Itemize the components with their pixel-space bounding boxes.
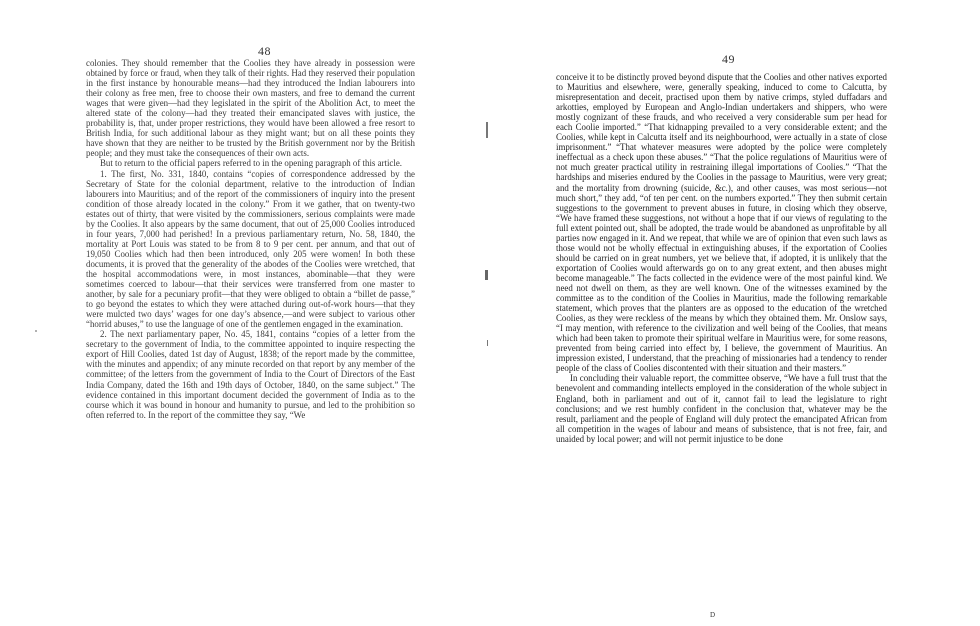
left-page-body xyxy=(86,58,415,420)
paragraph: 1. The first, No. 331, 1840, contains “copies of correspondence addressed by the Secretary of State for the colonial department, relative to the introduction of Indian labourers into Mauritius; and of the report of the commissioners of inquiry into the present condition of those already located in the colony.” From it we gather, that on twenty-two estates out of thirty, that were visited by the commissioners, serious complaints were made by the Coolies. It also appears by the same document, that out of 25,000 Coolies introduced in four years, 7,000 had perished! In a previous parliamentary return, No. 58, 1840, the mortality at Port Louis was stated to be from 8 to 9 per cent. per annum, and that out of 19,050 Coolies which had then been introduced, only 205 were women! In both these documents, it is proved that the generality of the abodes of the Coolies were wretched, that the hospital accommodations were, in most instances, abominable—that they were sometimes coerced to labour—that their services were transferred from one master to another, by sale for a pecuniary profit—that they were obliged to obtain a “billet de passe,” to go beyond the estates to which they were attached during out-of-work hours—that they were mulcted two days’ wages for one day’s absence,—and were subject to various other “horrid abuses,” to use the language of one of the gentlemen engaged in the examination. xyxy=(86,168,415,330)
right-page-body xyxy=(556,72,887,444)
paragraph: conceive it to be distinctly proved beyond dispute that the Coolies and other natives exported to Mauritius and elsewhere, were, generally speaking, induced to come to Calcutta, by misrepresentation and deceit, practised upon them by native crimps, styled duffadars and arkotties, employed by European and Anglo-Indian undertakers and shippers, who were mostly cognizant of these frauds, and who received a very considerable sum per head for each Coolie imported.” “That kidnapping prevailed to a very considerable extent; and the Coolies, while kept in Calcutta itself and its neighbourhood, were actually in a state of close imprisonment.” “That whatever measures were adopted by the police were completely ineffectual as a check upon these abuses.” “That the police regulations of Mauritius were of not much greater practical utility in restraining illegal importations of Coolies.” “That the hardships and miseries endured by the Coolies in the passage to Mauritius, were very great; and the mortality from drowning (suicide, &c.), and other causes, was most serious—not much short,” they add, “of ten per cent. on the numbers exported.” They then submit certain suggestions to the government to prevent abuses in future, in closing which they observe, “We have framed these suggestions, not without a hope that if our views of regulating to the full extent pointed out, shall be adopted, the trade would be abandoned as unprofitable by all parties now engaged in it. And we repeat, that while we are of opinion that even such laws as those would not be wholly effectual in extinguishing abuses, if the exportation of Coolies should be carried on in great numbers, yet we believe that, if adopted, it is unlikely that the exportation of Coolies would afterwards go on to any great extent, and then abuses might become manageable.” The facts collected in the evidence were of the most painful kind. We need not dwell on them, as they are well known. One of the witnesses examined by the committee as to the condition of the Coolies in Mauritius, made the following remarkable statement, which proves that the planters are as opposed to the education of the wretched Coolies, as they were reckless of the means by which they obtained them. Mr. Onslow says, “I may mention, with reference to the civilization and well being of the Coolies, that means which had been taken to promote their spiritual welfare in Mauritius were, for some reasons, prevented from being carried into effect by, I believe, the government of Mauritius. An impression existed, I understand, that the preaching of missionaries had a tendency to render people of the class of Coolies discontented with their situation and their masters.” xyxy=(556,72,887,374)
paragraph: 2. The next parliamentary paper, No. 45, 1841, contains “copies of a letter from the secretary to the government of India, to the committee appointed to inquire respecting the export of Hill Coolies, dated 1st day of August, 1838; of the report made by the committee, with the minutes and appendix; of any minute recorded on that report by any member of the committee; of the letters from the government of India to the Court of Directors of the East India Company, dated the 16th and 19th days of October, 1840, on the same subject.” The evidence contained in this important document decided the government of India as to the course which it was bound in honour and humanity to pursue, and led to the prohibition so often referred to. In the report of the committee they say, “We xyxy=(86,329,415,420)
gutter-mark xyxy=(487,340,488,346)
page-number-right: 49 xyxy=(722,52,735,66)
gutter-mark xyxy=(486,122,488,138)
paragraph: In concluding their valuable report, the committee observe, “We have a full trust that the benevolent and commanding intellects employed in the consideration of the whole subject in England, both in parliament and out of it, cannot fail to lead the legislature to right conclusions; and we rest humbly confident in the conclusion that, whatever may be the result, parliament and the people of England will duly protect the emancipated African from all competition in the wages of labour and means of subsistence, that is not free, fair, and unaided by local power; and will not permit injustice to be done xyxy=(556,373,887,444)
page-number-left: 48 xyxy=(258,44,271,58)
gutter-mark xyxy=(485,270,488,280)
right-page xyxy=(490,0,980,626)
margin-speck xyxy=(35,330,37,332)
signature-mark: D xyxy=(710,611,716,619)
paragraph: But to return to the official papers referred to in the opening paragraph of this article. xyxy=(100,158,402,169)
paragraph: colonies. They should remember that the Coolies they have already in possession were obtained by force or fraud, when they talk of their rights. Had they reserved their population in the first instance by honourable means—had they introduced the Indian labourers into their colony as free men, free to choose their own masters, and free to demand the current wages that were given—had they legislated in the spirit of the Abolition Act, to meet the altered state of the colony—had they treated their emancipated slaves with justice, the probability is, that, under proper restrictions, they would have been allowed a free resort to British India, for such additional labour as they might want; but on all these points they have shown that they are neither to be trusted by the British government nor by the British people; and they must take the consequences of their own acts. xyxy=(86,58,415,159)
